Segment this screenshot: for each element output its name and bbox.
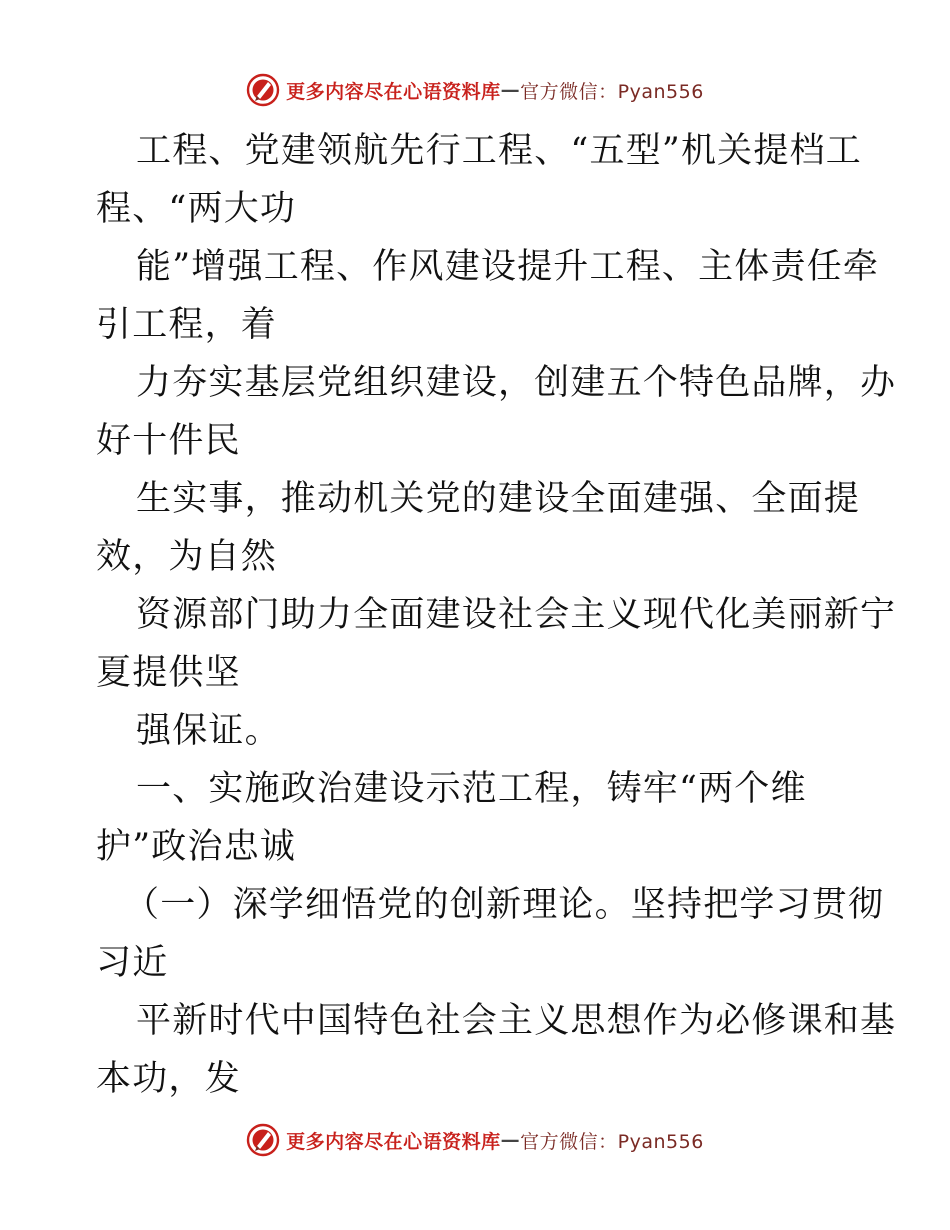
watermark-wechat-text: 官方微信：Pyan556: [520, 1130, 704, 1153]
body-line: 力夯实基层党组织建设，创建五个特色品牌，办: [136, 363, 897, 403]
section-heading-line: 护”政治忠诚: [96, 827, 297, 867]
watermark-separator: —: [500, 1129, 521, 1151]
body-line: 生实事，推动机关党的建设全面建强、全面提: [136, 479, 861, 519]
watermark-separator: —: [500, 79, 521, 101]
header-watermark: [0, 70, 950, 110]
body-line: 工程、党建领航先行工程、“五型”机关提档工: [136, 131, 862, 171]
section-heading-line: 一、实施政治建设示范工程，铸牢“两个维: [136, 769, 807, 809]
body-line: 效，为自然: [96, 537, 278, 577]
watermark-wechat-text: 官方微信：Pyan556: [520, 80, 704, 103]
body-line: 平新时代中国特色社会主义思想作为必修课和基: [136, 1001, 897, 1041]
watermark-brand-text: 更多内容尽在心语资料库: [286, 80, 501, 103]
body-line: 习近: [96, 943, 169, 983]
body-line: 程、“两大功: [96, 189, 297, 229]
pen-logo-icon: [246, 1123, 280, 1157]
body-line: 本功，发: [96, 1059, 241, 1099]
footer-watermark: [0, 1120, 950, 1160]
watermark-brand-text: 更多内容尽在心语资料库: [286, 1130, 501, 1153]
body-line: 能”增强工程、作风建设提升工程、主体责任牵: [136, 247, 880, 287]
subsection-heading-line: （一）深学细悟党的创新理论。坚持把学习贯彻: [124, 885, 885, 925]
document-body: [96, 122, 897, 1108]
body-line: 夏提供坚: [96, 653, 241, 693]
body-line: 好十件民: [96, 421, 241, 461]
pen-logo-icon: [246, 73, 280, 107]
body-line: 引工程，着: [96, 305, 278, 345]
body-line: 强保证。: [136, 711, 281, 751]
body-line: 资源部门助力全面建设社会主义现代化美丽新宁: [136, 595, 897, 635]
